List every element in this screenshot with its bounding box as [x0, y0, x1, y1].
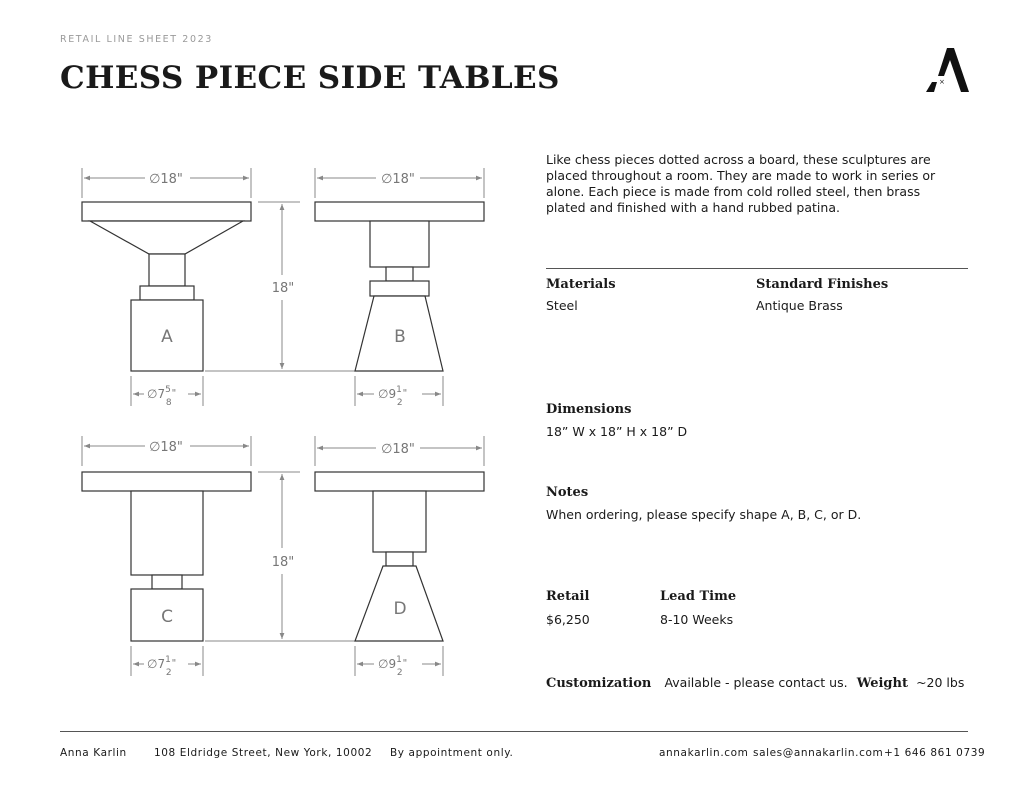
customization-value: Available - please contact us. [664, 675, 848, 690]
height-dim-top: 18" [271, 281, 295, 296]
anna-karlin-a-logo-icon [922, 46, 970, 94]
piece-a-base-dim: $\emptyset 7^5$ 8" [147, 385, 177, 408]
finishes-value: Antique Brass [756, 298, 843, 313]
technical-drawings [60, 150, 500, 690]
piece-b-top-dim: ∅18" [381, 172, 415, 187]
page-title: CHESS PIECE SIDE TABLES [60, 60, 560, 96]
footer-divider [60, 731, 968, 732]
footer-address: 108 Eldridge Street, New York, 10002 [154, 747, 373, 759]
piece-c-letter: C [161, 607, 173, 627]
footer-website-link[interactable]: annakarlin.com [659, 747, 749, 759]
customization-weight-row [546, 672, 964, 691]
piece-a-top-dim: ∅18" [149, 172, 183, 187]
notes-value: When ordering, please specify shape A, B, C, or D. [546, 507, 862, 522]
section-divider [546, 268, 968, 269]
footer-email-link[interactable]: sales@annakarlin.com [753, 747, 884, 759]
piece-c-top-dim: ∅18" [149, 440, 183, 455]
dimensions-value: 18” W x 18” H x 18” D [546, 424, 688, 439]
lead-time-value: 8-10 Weeks [660, 612, 734, 627]
footer-phone[interactable]: +1 646 861 0739 [884, 747, 986, 759]
footer-appointment: By appointment only. [390, 747, 514, 759]
eyebrow-label: RETAIL LINE SHEET 2023 [60, 34, 213, 45]
piece-c-base-dim: $\emptyset 7^1$ 2" [147, 655, 177, 678]
retail-label: Retail [546, 589, 590, 604]
weight-label: Weight [856, 676, 908, 691]
height-dim-bottom: 18" [271, 555, 295, 570]
finishes-label: Standard Finishes [756, 277, 889, 292]
svg-text:×: × [939, 78, 945, 86]
retail-value: $6,250 [546, 612, 590, 627]
piece-d-letter: D [393, 599, 407, 619]
footer-name: Anna Karlin [60, 747, 127, 759]
customization-label: Customization [546, 676, 652, 691]
piece-b-base-dim: $\emptyset 9^1$ 2" [378, 385, 408, 408]
piece-a-letter: A [161, 327, 173, 347]
piece-d-base-dim: $\emptyset 9^1$ 2" [378, 655, 408, 678]
piece-d-top-dim: ∅18" [381, 442, 415, 457]
dimensions-label: Dimensions [546, 402, 632, 417]
product-description: Like chess pieces dotted across a board, these sculptures are placed throughout a room. They are made to work in series or alone. Each piece is made from cold rolled steel, then brass plated and finished with a hand rubbed patina. [546, 152, 936, 215]
lead-time-label: Lead Time [660, 589, 737, 604]
materials-label: Materials [546, 277, 616, 292]
materials-value: Steel [546, 298, 578, 313]
piece-b-letter: B [394, 327, 406, 347]
notes-label: Notes [546, 485, 589, 500]
weight-value: ~20 lbs [916, 675, 965, 690]
